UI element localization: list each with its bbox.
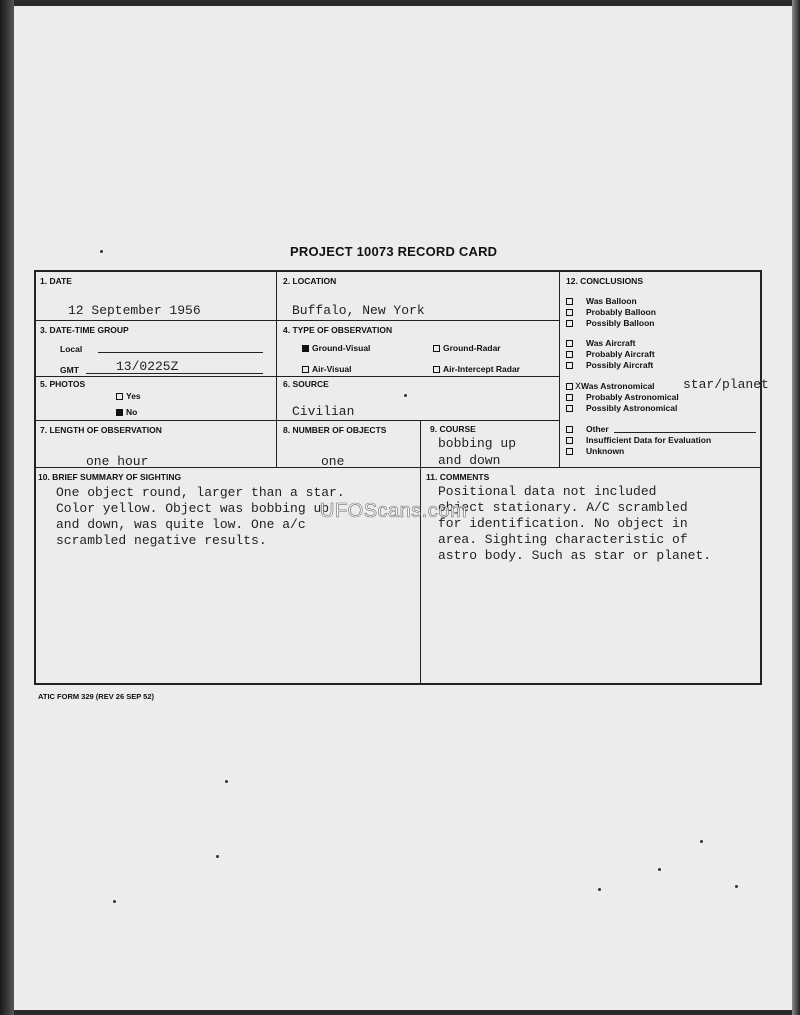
conclusion-other: [566, 424, 609, 434]
scan-edge-right: [792, 0, 800, 1015]
insufficient-text: Insufficient Data for Evaluation: [586, 435, 712, 445]
probably-astronomical-text: Probably Astronomical: [586, 392, 679, 402]
checkbox-possibly-astronomical: [566, 405, 573, 412]
num-objects-label: 8. NUMBER OF OBJECTS: [283, 425, 387, 435]
conclusion-possibly-astronomical: [566, 403, 677, 413]
checkbox-was-balloon: [566, 298, 573, 305]
air-intercept-text: Air-Intercept Radar: [443, 364, 520, 374]
was-balloon-text: Was Balloon: [586, 296, 637, 306]
conclusion-possibly-aircraft: [566, 360, 653, 370]
conclusion-was-balloon: [566, 296, 637, 306]
other-line: [614, 432, 756, 433]
possibly-balloon-text: Possibly Balloon: [586, 318, 655, 328]
unknown-text: Unknown: [586, 446, 625, 456]
photos-no: [116, 407, 137, 417]
astronomical-note: star/planet: [683, 377, 769, 392]
source-label: 6. SOURCE: [283, 379, 329, 389]
photos-label: 5. PHOTOS: [40, 379, 86, 389]
checkbox-air-intercept: [433, 366, 440, 373]
probably-aircraft-text: Probably Aircraft: [586, 349, 655, 359]
was-astronomical-text: Was Astronomical: [581, 381, 655, 391]
num-objects-value: one: [321, 454, 345, 469]
conclusion-unknown: [566, 446, 624, 456]
type-obs-ground-radar: [433, 343, 501, 353]
type-obs-air-visual: [302, 364, 352, 374]
dtg-local-label: Local: [60, 344, 83, 354]
conclusion-probably-astronomical: [566, 392, 679, 402]
summary-line-2: Color yellow. Object was bobbing up: [56, 501, 330, 516]
scan-speck: [225, 780, 228, 783]
type-obs-label: 4. TYPE OF OBSERVATION: [283, 325, 393, 335]
other-text: Other: [586, 424, 609, 434]
conclusion-possibly-balloon: [566, 318, 655, 328]
checkbox-ground-visual: [302, 345, 309, 352]
scan-speck: [598, 888, 601, 891]
comments-line-2: object stationary. A/C scrambled: [438, 500, 688, 515]
photos-no-text: No: [126, 407, 138, 417]
conclusion-insufficient: [566, 435, 711, 445]
scan-speck: [100, 250, 103, 253]
photos-yes: [116, 391, 141, 401]
ground-visual-text: Ground-Visual: [312, 343, 371, 353]
checkbox-probably-balloon: [566, 309, 573, 316]
checkbox-photos-yes: [116, 393, 123, 400]
conclusion-probably-aircraft: [566, 349, 655, 359]
checkbox-air-visual: [302, 366, 309, 373]
ground-radar-text: Ground-Radar: [443, 343, 501, 353]
course-value-line2: and down: [438, 453, 501, 468]
comments-line-1: Positional data not included: [438, 484, 657, 499]
possibly-aircraft-text: Possibly Aircraft: [586, 360, 654, 370]
dtg-gmt-value: 13/0225Z: [116, 359, 179, 374]
scan-speck: [216, 855, 219, 858]
air-visual-text: Air-Visual: [312, 364, 352, 374]
summary-label: 10. BRIEF SUMMARY OF SIGHTING: [38, 472, 182, 482]
checkbox-probably-aircraft: [566, 351, 573, 358]
date-value: 12 September 1956: [68, 303, 201, 318]
course-label: 9. COURSE: [430, 424, 476, 434]
checkbox-probably-astronomical: [566, 394, 573, 401]
checkbox-insufficient: [566, 437, 573, 444]
scan-edge-left: [0, 0, 14, 1015]
location-value: Buffalo, New York: [292, 303, 425, 318]
summary-line-1: One object round, larger than a star.: [56, 485, 345, 500]
conclusions-label: 12. CONCLUSIONS: [566, 276, 643, 286]
checkbox-photos-no: [116, 409, 123, 416]
comments-line-5: astro body. Such as star or planet.: [438, 548, 712, 563]
dtg-label: 3. DATE-TIME GROUP: [40, 325, 129, 335]
dtg-local-line: [98, 352, 263, 353]
form-footer: ATIC FORM 329 (REV 26 SEP 52): [38, 692, 155, 701]
checkbox-was-astronomical: [566, 383, 573, 390]
divider-v-3: [559, 271, 560, 468]
card-title: PROJECT 10073 RECORD CARD: [290, 244, 498, 259]
watermark: UFOScans.com: [320, 500, 468, 522]
probably-balloon-text: Probably Balloon: [586, 307, 656, 317]
length-value: one hour: [86, 454, 149, 469]
possibly-astronomical-text: Possibly Astronomical: [586, 403, 678, 413]
scan-speck: [404, 394, 407, 397]
course-value-line1: bobbing up: [438, 436, 517, 451]
divider-h-3: [35, 420, 560, 421]
checkbox-was-aircraft: [566, 340, 573, 347]
checkbox-possibly-balloon: [566, 320, 573, 327]
type-obs-ground-visual: [302, 343, 370, 353]
summary-line-4: scrambled negative results.: [56, 533, 267, 548]
scan-speck: [700, 840, 703, 843]
length-label: 7. LENGTH OF OBSERVATION: [40, 425, 162, 435]
scan-speck: [658, 868, 661, 871]
dtg-gmt-label: GMT: [60, 365, 79, 375]
type-obs-air-intercept: [433, 364, 520, 374]
was-aircraft-text: Was Aircraft: [586, 338, 636, 348]
summary-line-3: and down, was quite low. One a/c: [56, 517, 306, 532]
comments-label: 11. COMMENTS: [426, 472, 490, 482]
divider-h-1: [35, 320, 560, 321]
photos-yes-text: Yes: [126, 391, 141, 401]
conclusion-was-aircraft: [566, 338, 635, 348]
divider-v-2: [420, 421, 421, 685]
checkbox-other: [566, 426, 573, 433]
divider-v-1: [276, 271, 277, 468]
scan-speck: [735, 885, 738, 888]
divider-h-2: [35, 376, 560, 377]
conclusion-probably-balloon: [566, 307, 656, 317]
location-label: 2. LOCATION: [283, 276, 337, 286]
source-value: Civilian: [292, 404, 355, 419]
checkbox-unknown: [566, 448, 573, 455]
was-astronomical-mark: X: [575, 382, 582, 393]
checkbox-possibly-aircraft: [566, 362, 573, 369]
date-label: 1. DATE: [40, 276, 72, 286]
checkbox-ground-radar: [433, 345, 440, 352]
comments-line-3: for identification. No object in: [438, 516, 688, 531]
scan-speck: [113, 900, 116, 903]
comments-line-4: area. Sighting characteristic of: [438, 532, 688, 547]
